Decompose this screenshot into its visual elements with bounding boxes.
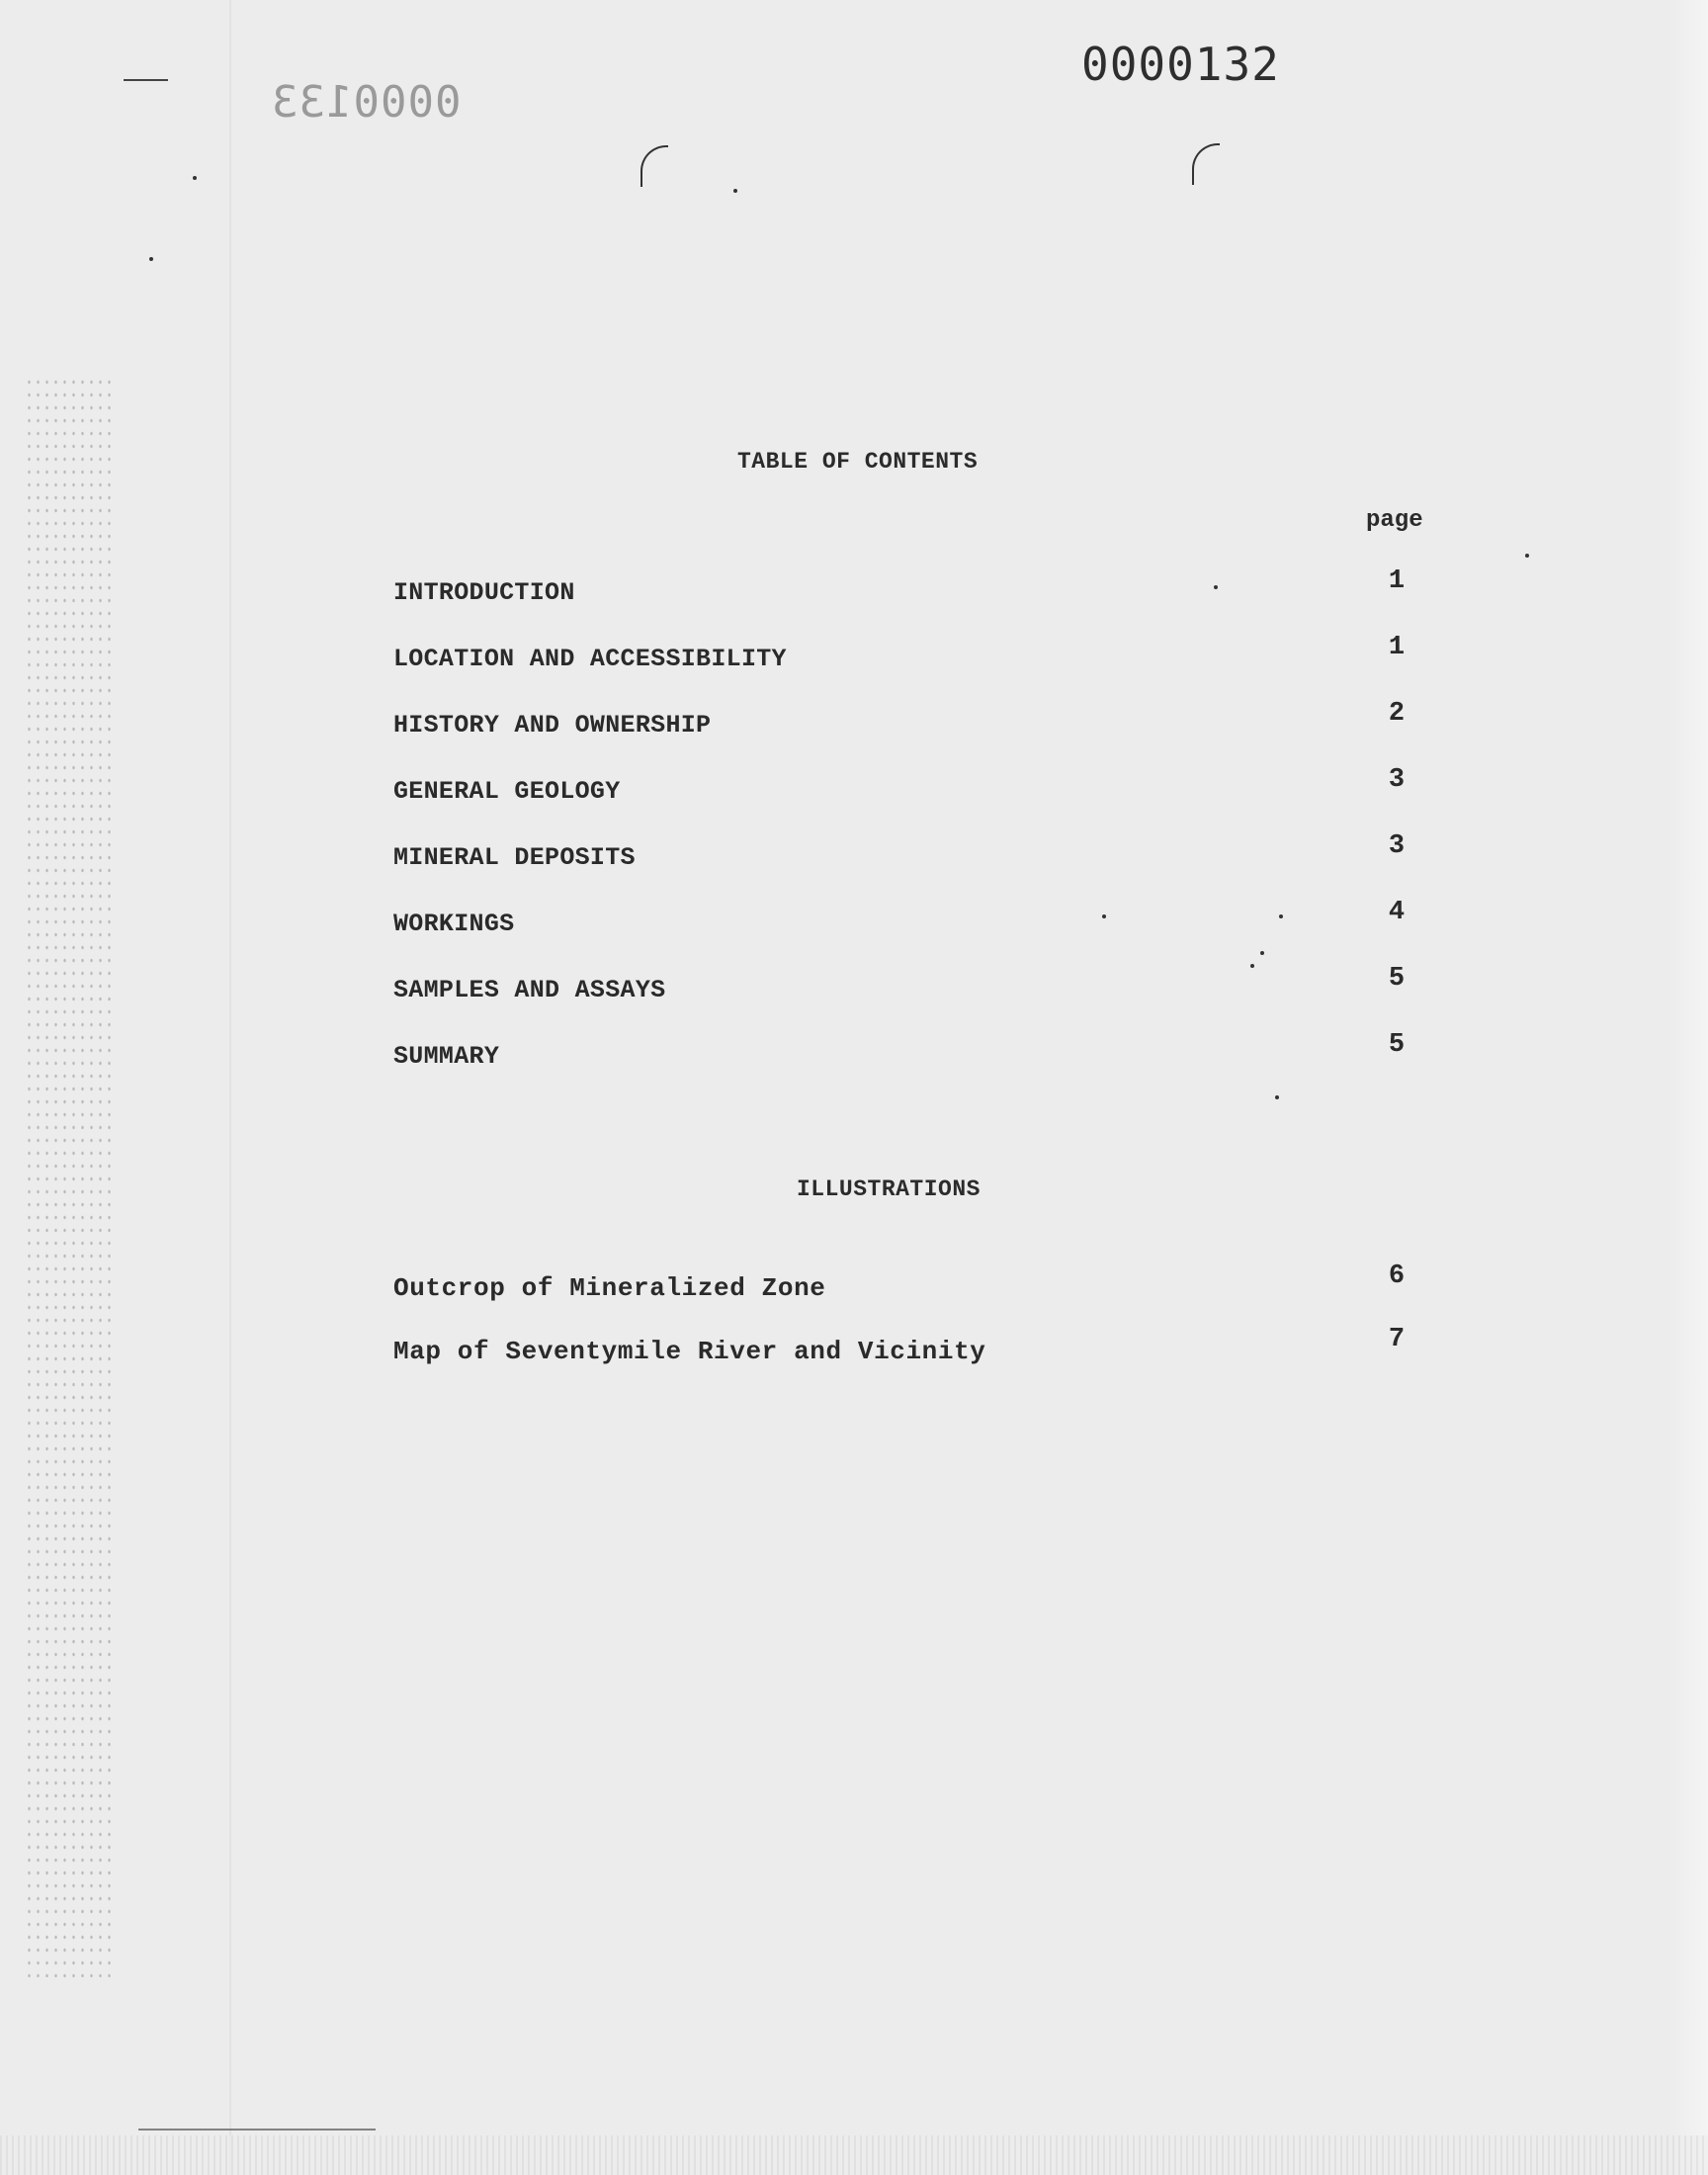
- toc-entry-title: INTRODUCTION: [393, 578, 575, 607]
- toc-entry-page: 1: [1388, 566, 1406, 596]
- speck: [193, 176, 197, 180]
- page-column-label: page: [1366, 507, 1423, 534]
- toc-entry-page: 3: [1388, 831, 1406, 861]
- illustrations-list: [393, 1262, 1431, 1400]
- toc-entry-page: 2: [1388, 699, 1406, 729]
- toc-entry-page: 5: [1388, 1030, 1406, 1060]
- illustration-entry-title: Outcrop of Mineralized Zone: [393, 1273, 826, 1303]
- toc-entry-title: SAMPLES AND ASSAYS: [393, 976, 666, 1004]
- toc-entry-page: 1: [1388, 633, 1406, 662]
- toc-entry: [393, 898, 1431, 976]
- illustration-entry: [393, 1262, 1431, 1337]
- toc-entry-page: 3: [1388, 765, 1406, 795]
- toc-entry: [393, 964, 1431, 1042]
- illustration-entry-title: Map of Seventymile River and Vicinity: [393, 1337, 986, 1366]
- speck: [149, 257, 153, 261]
- scan-mark-top: [124, 79, 168, 81]
- toc-entry-title: GENERAL GEOLOGY: [393, 777, 621, 806]
- speck: [733, 189, 737, 193]
- illustration-entry: [393, 1325, 1431, 1400]
- scan-bracket-left: [640, 145, 668, 187]
- illustration-entry-page: 6: [1388, 1262, 1406, 1291]
- illustrations-heading: ILLUSTRATIONS: [797, 1176, 981, 1202]
- toc-entry-title: MINERAL DEPOSITS: [393, 843, 636, 872]
- toc-entry-title: WORKINGS: [393, 910, 515, 938]
- toc-entry: [393, 633, 1431, 711]
- toc-entry-title: SUMMARY: [393, 1042, 500, 1071]
- toc-heading: TABLE OF CONTENTS: [737, 449, 979, 475]
- speck: [1525, 554, 1529, 558]
- toc-entry: [393, 765, 1431, 843]
- scan-noise-left: [25, 376, 114, 1977]
- document-stamp-number: 0000132: [1081, 38, 1280, 91]
- toc-entry: [393, 831, 1431, 910]
- toc-entry-title: LOCATION AND ACCESSIBILITY: [393, 645, 787, 673]
- scan-bottom-strip: [0, 2135, 1708, 2175]
- scan-mark-bottom: [138, 2129, 376, 2131]
- toc-entry-title: HISTORY AND OWNERSHIP: [393, 711, 712, 740]
- toc-list: [393, 566, 1431, 1108]
- toc-entry: [393, 566, 1431, 645]
- page-fold-line: [229, 0, 231, 2175]
- toc-entry: [393, 699, 1431, 777]
- illustration-entry-page: 7: [1388, 1325, 1406, 1354]
- toc-entry: [393, 1030, 1431, 1108]
- toc-entry-page: 5: [1388, 964, 1406, 994]
- page-edge-shade: [1668, 0, 1708, 2175]
- toc-entry-page: 4: [1388, 898, 1406, 927]
- bleed-through-number: 0000133: [271, 77, 462, 128]
- scan-bracket-right: [1192, 143, 1220, 185]
